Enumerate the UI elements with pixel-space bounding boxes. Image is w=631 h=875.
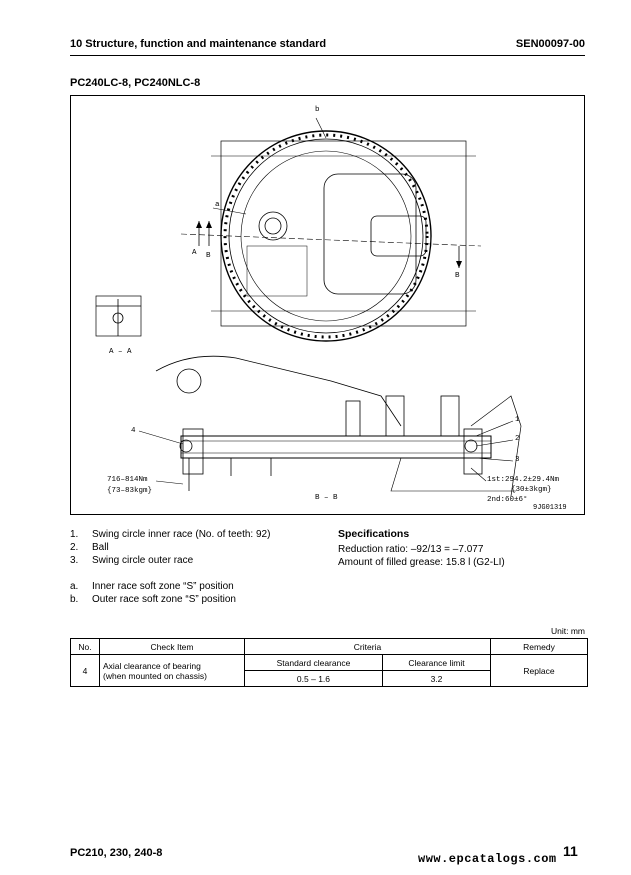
label-b: b: [315, 106, 320, 114]
grease-amount: Amount of filled grease: 15.8 l (G2-LI): [338, 557, 505, 568]
arrow-label-b-right: B: [455, 272, 460, 280]
section-aa-label: A – A: [109, 348, 132, 356]
arrow-label-b-left: B: [206, 252, 211, 260]
legend-note: a. Inner race soft zone “S” position: [70, 581, 234, 592]
torque-left-kgm: {73–83kgm}: [107, 487, 153, 495]
specifications-title: Specifications: [338, 528, 410, 540]
footer-models: PC210, 230, 240-8: [70, 847, 163, 859]
row-remedy: Replace: [491, 655, 588, 687]
footer-watermark-url: www.epcatalogs.com: [418, 852, 557, 866]
model-heading: PC240LC-8, PC240NLC-8: [70, 77, 201, 89]
section-title: 10 Structure, function and maintenance standard: [70, 38, 327, 50]
callout-1: 1: [515, 416, 520, 424]
table-row: [71, 655, 588, 671]
swing-circle-figure: [70, 95, 585, 515]
torque-right-second: 2nd:60±6°: [487, 496, 528, 504]
row-clearance-limit: 3.2: [382, 671, 490, 687]
header-no: No.: [71, 639, 100, 655]
row-no: 4: [71, 655, 100, 687]
legend-note: b. Outer race soft zone “S” position: [70, 594, 236, 605]
reduction-ratio: Reduction ratio: –92/13 = –7.077: [338, 544, 484, 555]
header-criteria: Criteria: [245, 639, 491, 655]
table-header-row: [71, 639, 588, 655]
document-code: SEN00097-00: [515, 38, 585, 50]
label-a: a: [215, 201, 220, 209]
row-standard-clearance: 0.5 – 1.6: [245, 671, 383, 687]
section-bb-label: B – B: [315, 494, 338, 502]
check-table: [70, 638, 588, 687]
header-rule: [70, 55, 585, 56]
header-check-item: Check Item: [100, 639, 245, 655]
torque-right-kgm: {30±3kgm}: [511, 486, 552, 494]
header-remedy: Remedy: [491, 639, 588, 655]
torque-right-first: 1st:294.2±29.4Nm: [487, 476, 560, 484]
row-check-item: Axial clearance of bearing (when mounted on chassis): [100, 655, 245, 687]
callout-2: 2: [515, 435, 520, 443]
legend-item: 3. Swing circle outer race: [70, 555, 194, 566]
callout-3: 3: [515, 456, 520, 464]
subheader-clearance-limit: Clearance limit: [382, 655, 490, 671]
page-number: 11: [563, 843, 578, 859]
legend-item: 2. Ball: [70, 542, 109, 553]
swing-circle-drawing: [71, 96, 586, 516]
torque-left-nm: 716–814Nm: [107, 476, 148, 484]
subheader-standard-clearance: Standard clearance: [245, 655, 383, 671]
parts-legend: [70, 528, 270, 567]
figure-code: 9JG01319: [533, 504, 567, 512]
callout-4: 4: [131, 427, 136, 435]
unit-label: Unit: mm: [551, 626, 585, 636]
legend-item: 1. Swing circle inner race (No. of teeth: 92): [70, 529, 271, 540]
arrow-label-a: A: [192, 249, 197, 257]
notes-legend: [70, 580, 236, 606]
